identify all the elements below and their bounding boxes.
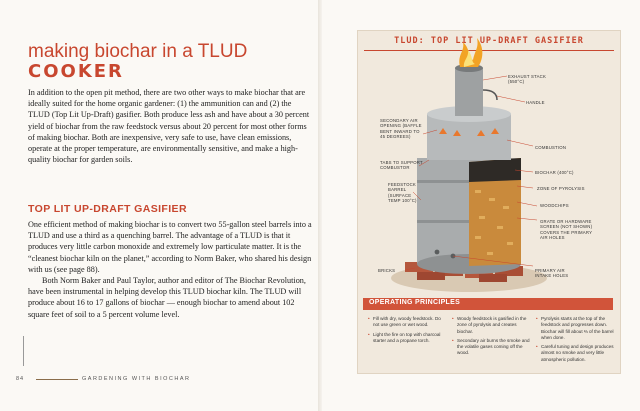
label-biochar: BIOCHAR (400°C) [535,170,574,175]
exhaust-stack [455,38,483,116]
diagram-title: TLUD: TOP LIT UP-DRAFT GASIFIER [394,36,584,46]
handle [483,90,497,100]
list-item: • Light the fire on top with charcoal starter and a propane torch. [368,332,448,345]
operating-title: OPERATING PRINCIPLES [369,299,461,306]
list-item: • Woody feedstock is gasified in the zone of pyrolysis and creates biochar. [452,316,532,335]
paragraph: Both Norm Baker and Paul Taylor, author and editor of The Biochar Revolution, have been instrumental in helping develop this TLUD biochar kiln. The TLUD will produce about 16 to 17 gallons of biochar — enough biochar to amend about 102 square feet of soil to a 5 percent volume level. [28,276,306,319]
list-item: • Secondary air burns the smoke and the volatile gases coming off the wood. [452,338,532,357]
label-feedstock: FEEDSTOCK BARREL (SURFACE TEMP 100°C) [388,182,417,203]
intro-paragraph: In addition to the open pit method, there are two other ways to make biochar that are ideally suited for the home organic gardener: (1) the ammunition can and (2) the TLUD (Top Lit Up-Draft) gasifier. Both produce less ash and have about a 30 percent yield of biochar from the raw feedstock versus about 20 percent for most other forms of making biochar. Both are inexpensive, very safe to use, have clean emissions, operate at the proper temperature, are environmentally sensitive, and make a high-quality biochar for garden soils. [28,88,310,165]
principles-col-3 [536,316,616,366]
list-item: • Fill with dry, woody feedstock. Do not use green or wet wood. [368,316,448,329]
feedstock-barrel [417,158,521,274]
running-title: GARDENING WITH BIOCHAR [82,376,191,382]
label-exhaust-stack: EXHAUST STACK (550°C) [508,74,547,85]
section-heading: TOP LIT UP-DRAFT GASIFIER [28,203,187,215]
folio-divider [36,379,78,380]
page-heading: making biochar in a TLUD [28,41,248,62]
label-primary-air: PRIMARY AIR INTAKE HOLES [535,268,569,279]
list-item: • Careful tuning and design produces almost no smoke and very little atmospheric pollution. [536,344,616,363]
principles-col-2 [452,316,532,360]
label-combustion: COMBUSTION [535,145,567,150]
label-tabs: TABS TO SUPPORT COMBUSTOR [380,160,423,171]
section-body [28,219,312,320]
label-handle: HANDLE [526,100,545,105]
page-number: 84 [16,376,25,382]
list-item: • Pyrolysis starts at the top of the feedstock and progresses down. Biochar will fill about ⅔ of the barrel when done. [536,316,616,341]
margin-rule [23,336,24,366]
label-pyrolysis: ZONE OF PYROLYSIS [537,186,585,191]
label-bricks: BRICKS [378,268,396,273]
label-grate: GRATE OR HARDWARE SCREEN (NOT SHOWN) COVERS THE PRIMARY AIR HOLES [540,219,593,240]
label-woodchips: WOODCHIPS [540,203,569,208]
label-secondary-air: SECONDARY AIR OPENING (BAFFLE BENT INWARD TO 45 DEGREES) [380,118,422,139]
paragraph: One efficient method of making biochar is to convert two 55-gallon steel barrels into a TLUD and use a third as a quenching barrel. The advantage of a TLUD is that it produces very little carbon monoxide and extremely low particulate matter. It is the “cleanest biochar kiln on the planet,” according to Norm Baker, who shared his design with us (see page 88). [28,220,312,274]
page-heading-accent: COOKER [28,61,124,82]
principles-col-1 [368,316,448,347]
